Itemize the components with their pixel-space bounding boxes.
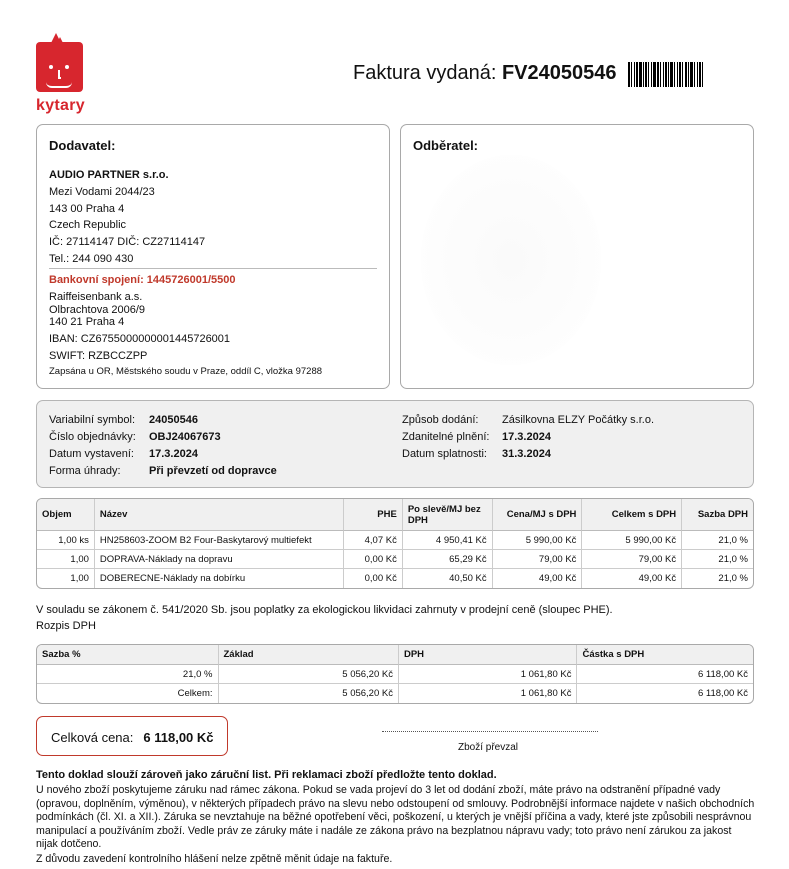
meta-delivery-method: Způsob dodání: Zásilkovna ELZY Počátky s.r.o. <box>402 414 655 426</box>
phe-note: V souladu se zákonem č. 541/2020 Sb. jsou poplatky za ekologickou likvidaci zahrnuty v prodejní ceně (sloupec PHE). <box>36 604 613 616</box>
cell-price-net: 65,29 Kč <box>402 550 492 569</box>
table-row <box>37 569 753 588</box>
cell-vat-rate: 21,0 % <box>681 531 753 550</box>
cell-rate: 21,0 % <box>37 665 218 684</box>
table-row <box>37 531 753 550</box>
meta-order-number: Číslo objednávky: OBJ24067673 <box>49 431 221 443</box>
cell-amount: 6 118,00 Kč <box>576 684 753 703</box>
smile-icon <box>46 82 72 88</box>
cell-vat: 1 061,80 Kč <box>398 684 576 703</box>
total-value: 6 118,00 Kč <box>143 730 214 745</box>
eye-icon <box>49 65 53 69</box>
supplier-phone: Tel.: 244 090 430 <box>49 252 134 265</box>
cell-name: HN258603-ZOOM B2 Four-Baskytarový multiefekt <box>94 531 343 550</box>
cell-phe: 0,00 Kč <box>343 569 402 588</box>
invoice-meta <box>36 400 754 488</box>
cell-phe: 4,07 Kč <box>343 531 402 550</box>
col-phe: PHE <box>343 499 402 531</box>
signature-line <box>382 731 598 732</box>
logo-face-icon <box>36 42 83 92</box>
customer-panel <box>400 124 754 389</box>
table-row <box>37 665 753 684</box>
total-label: Celková cena: <box>51 730 134 745</box>
logo-text: kytary <box>36 97 85 114</box>
bank-street: Olbrachtova 2006/9 <box>49 303 146 316</box>
bank-title: Bankovní spojení: 1445726001/5500 <box>49 274 236 286</box>
col-objem: Objem <box>37 499 94 531</box>
vat-table <box>36 644 754 704</box>
cell-price-gross: 79,00 Kč <box>492 550 582 569</box>
items-table <box>36 498 754 589</box>
title-prefix: Faktura vydaná: <box>353 62 502 84</box>
barcode-icon <box>628 62 741 87</box>
supplier-street: Mezi Vodami 2044/23 <box>49 185 155 198</box>
meta-due-date: Datum splatnosti: 31.3.2024 <box>402 448 551 460</box>
cell-price-gross: 5 990,00 Kč <box>492 531 582 550</box>
cell-price-gross: 49,00 Kč <box>492 569 582 588</box>
meta-variable-symbol: Variabilní symbol: 24050546 <box>49 414 198 426</box>
cell-total: 5 990,00 Kč <box>581 531 681 550</box>
registration-note: Zapsána u OR, Městského soudu v Praze, oddíl C, vložka 97288 <box>49 366 323 377</box>
total-price-box <box>36 716 228 756</box>
cell-vat-rate: 21,0 % <box>681 550 753 569</box>
cell-price-net: 40,50 Kč <box>402 569 492 588</box>
customer-heading: Odběratel: <box>413 138 479 153</box>
cell-total: 79,00 Kč <box>581 550 681 569</box>
cell-qty: 1,00 <box>37 550 94 569</box>
cell-base: 5 056,20 Kč <box>218 684 398 703</box>
iban: IBAN: CZ6755000000001445726001 <box>49 333 231 345</box>
cell-vat-rate: 21,0 % <box>681 569 753 588</box>
cell-amount: 6 118,00 Kč <box>576 665 753 684</box>
divider <box>49 268 377 269</box>
supplier-heading: Dodavatel: <box>49 138 116 153</box>
invoice-number: FV24050546 <box>501 62 617 84</box>
cell-name: DOPRAVA-Náklady na dopravu <box>94 550 343 569</box>
warranty-title: Tento doklad slouží zároveň jako záruční list. Při reklamaci zboží předložte tento doklad. <box>36 769 497 781</box>
kytary-logo <box>36 33 86 117</box>
cell-rate: Celkem: <box>177 688 213 699</box>
table-row <box>37 684 753 703</box>
cell-vat: 1 061,80 Kč <box>398 665 576 684</box>
cell-qty: 1,00 ks <box>37 531 94 550</box>
bank-city: 140 21 Praha 4 <box>49 316 125 328</box>
supplier-city: 143 00 Praha 4 <box>49 202 125 215</box>
vat-header-row <box>37 645 753 665</box>
table-row <box>37 550 753 569</box>
cell-base: 5 056,20 Kč <box>218 665 398 684</box>
meta-issue-date: Datum vystavení: 17.3.2024 <box>49 448 198 460</box>
supplier-panel <box>36 124 390 389</box>
col-celkem: Celkem s DPH <box>581 499 681 531</box>
bank-name: Raiffeisenbank a.s. <box>49 291 143 303</box>
supplier-address <box>49 167 205 268</box>
signature-label: Zboží převzal <box>458 742 519 753</box>
supplier-name: AUDIO PARTNER s.r.o. <box>49 169 169 181</box>
col-vat: DPH <box>398 645 576 665</box>
supplier-country: Czech Republic <box>49 219 127 232</box>
col-cena-mj: Cena/MJ s DPH <box>492 499 582 531</box>
cell-total: 49,00 Kč <box>581 569 681 588</box>
redacted-area <box>421 155 601 365</box>
warranty-text: U nového zboží poskytujeme záruku nad rámec zákona. Pokud se vada projeví do 3 let od dodání zboží, máte právo na odstranění případné vady (opravou, doplněním, výměnou), v některých případech právo na slevu nebo odstoupení od smlouvy. Podrobnější informace najdete v našich obchodních podmínkách (čl. XI. a XII.). Záruka se nevztahuje na běžné opotřebení věci, poškození, u kterých je vnější příčina a vady, které jste způsobili nesprávnou manipulací a používáním zboží. Vedle práv ze záruky máte i nadále ze zákona právo na bezplatnou nápravu vady; toto právo není zárukou za jakost nijak dotčeno. <box>36 784 755 850</box>
eye-icon <box>65 65 69 69</box>
final-note: Z důvodu zavedení kontrolního hlášení nelze zpětně měnit údaje na faktuře. <box>36 853 393 865</box>
col-sazba: Sazba DPH <box>681 499 753 531</box>
meta-payment-method: Forma úhrady: Při převzetí od dopravce <box>49 465 277 477</box>
col-nazev: Název <box>94 499 343 531</box>
col-base: Základ <box>218 645 398 665</box>
swift: SWIFT: RZBCCZPP <box>49 350 148 362</box>
meta-taxable-date: Zdanitelné plnění: 17.3.2024 <box>402 431 551 443</box>
cell-qty: 1,00 <box>70 573 89 584</box>
col-po-sleve: Po slevě/MJ bez DPH <box>402 499 492 531</box>
vat-breakdown-title: Rozpis DPH <box>36 620 96 632</box>
col-rate: Sazba % <box>37 645 218 665</box>
cell-price-net: 4 950,41 Kč <box>402 531 492 550</box>
bank-address <box>49 291 145 329</box>
items-header-row <box>37 499 753 531</box>
cell-name: DOBERECNE-Náklady na dobírku <box>94 569 343 588</box>
nose-icon <box>58 70 61 79</box>
page-title <box>353 62 617 85</box>
supplier-ids: IČ: 27114147 DIČ: CZ27114147 <box>49 236 206 249</box>
col-amount: Částka s DPH <box>576 645 753 665</box>
cell-phe: 0,00 Kč <box>343 550 402 569</box>
